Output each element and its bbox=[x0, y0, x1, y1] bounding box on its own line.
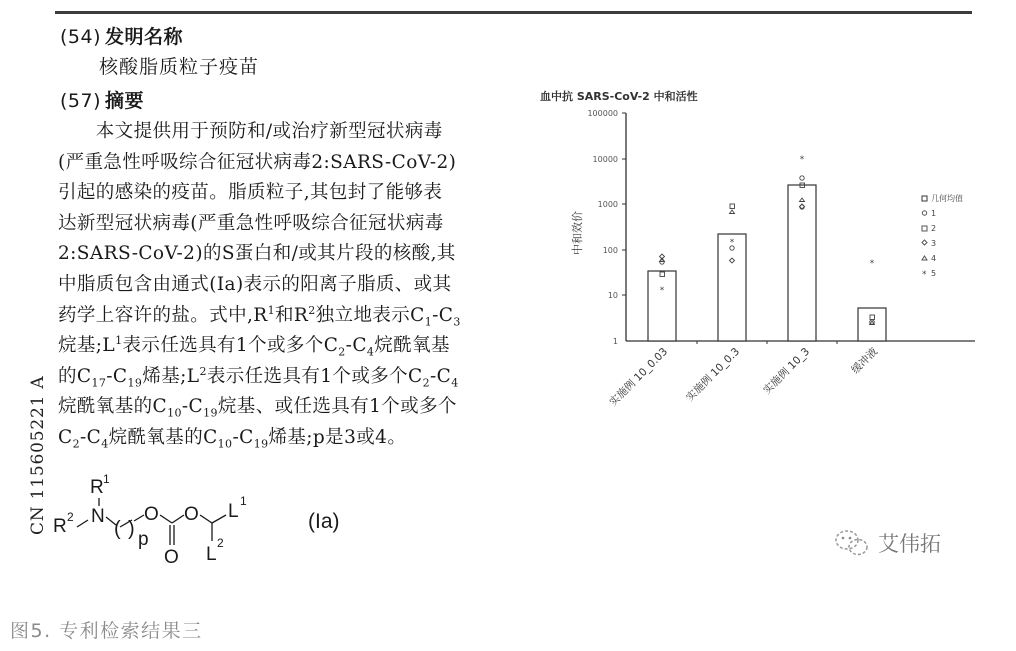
invention-title: 核酸脂质粒子疫苗 bbox=[99, 56, 260, 78]
abstract-line: 引起的感染的疫苗。脂质粒子,其包封了能够表 bbox=[58, 182, 443, 204]
svg-text:1000: 1000 bbox=[597, 200, 618, 209]
abstract-line: $C_2-C_4$烷酰氧基的$C_{10}-C_{19}$烯基;p是3或4。 bbox=[58, 426, 407, 451]
abstract-line: 2:SARS-CoV-2)的S蛋白和/或其片段的核酸,其 bbox=[58, 243, 456, 265]
formula-label: (Ia) bbox=[308, 510, 340, 533]
svg-text:实施例 10_0.03: 实施例 10_0.03 bbox=[607, 345, 671, 409]
svg-text:1: 1 bbox=[931, 209, 937, 218]
section-54-heading: (54) 发明名称 bbox=[60, 26, 184, 48]
svg-text:缓冲液: 缓冲液 bbox=[849, 345, 881, 377]
svg-text:2: 2 bbox=[67, 510, 74, 524]
svg-text:R: R bbox=[90, 477, 104, 498]
svg-text:*: * bbox=[729, 238, 735, 248]
svg-text:*: * bbox=[799, 155, 805, 165]
svg-text:*: * bbox=[659, 286, 665, 296]
svg-text:100: 100 bbox=[602, 246, 618, 255]
bars bbox=[648, 185, 886, 341]
svg-text:5: 5 bbox=[931, 269, 937, 278]
svg-text:*: * bbox=[922, 270, 927, 280]
svg-text:O: O bbox=[144, 504, 159, 525]
abstract-line: (严重急性呼吸综合征冠状病毒2:SARS-CoV-2) bbox=[58, 151, 457, 173]
y-tick-labels bbox=[587, 109, 626, 346]
abstract-line: 烷基$;L^1$表示任选具有1个或多个$C_2-C_4$烷酰氧基 bbox=[58, 334, 450, 359]
svg-text:O: O bbox=[164, 547, 179, 568]
svg-text:10: 10 bbox=[607, 291, 618, 300]
svg-text:p: p bbox=[138, 529, 149, 550]
chart-legend bbox=[922, 193, 963, 280]
svg-text:实施例 10_3: 实施例 10_3 bbox=[761, 345, 813, 397]
svg-text:): ) bbox=[128, 518, 135, 540]
figure-caption: 图5. 专利检索结果三 bbox=[10, 620, 203, 642]
abstract-line: 达新型冠状病毒(严重急性呼吸综合征冠状病毒 bbox=[58, 212, 444, 234]
svg-text:3: 3 bbox=[931, 239, 937, 248]
x-tick-labels bbox=[607, 345, 881, 409]
bar-1 bbox=[648, 271, 676, 341]
data-points bbox=[660, 176, 875, 325]
svg-text:实施例 10_0.3: 实施例 10_0.3 bbox=[684, 345, 743, 404]
abstract-line: 烷酰氧基的$C_{10}-C_{19}$烷基、或任选具有1个或多个 bbox=[58, 396, 457, 421]
svg-text:1: 1 bbox=[240, 494, 247, 508]
svg-text:R: R bbox=[53, 516, 67, 537]
abstract-line: 药学上容许的盐。式中$,R^1$和$R^2$独立地表示$C_1-C_3$ bbox=[58, 303, 461, 329]
section-57-heading: (57) 摘要 bbox=[60, 90, 145, 112]
neutralization-chart bbox=[520, 100, 1010, 440]
abstract-line: 的$C_{17}-C_{19}$烯基$;L^2$表示任选具有1个或多个$C_2-C_4$ bbox=[58, 364, 459, 390]
svg-text:10000: 10000 bbox=[592, 155, 618, 164]
svg-text:几何均值: 几何均值 bbox=[931, 194, 963, 203]
section-57-label: 摘要 bbox=[105, 90, 145, 112]
svg-text:2: 2 bbox=[931, 224, 937, 233]
svg-text:(: ( bbox=[114, 518, 121, 540]
svg-text:*: * bbox=[869, 259, 875, 269]
patent-number-vertical: CN 115605221 A bbox=[28, 375, 48, 535]
wechat-icon bbox=[834, 529, 870, 557]
svg-text:4: 4 bbox=[931, 254, 937, 263]
watermark-text: 艾伟拓 bbox=[878, 532, 941, 556]
svg-text:O: O bbox=[184, 504, 199, 525]
svg-text:N: N bbox=[91, 506, 105, 527]
chart-title: 血中抗 SARS-CoV-2 中和活性 bbox=[540, 90, 698, 103]
abstract-body bbox=[58, 117, 498, 454]
star-points bbox=[660, 155, 875, 296]
abstract-line: 本文提供用于预防和/或治疗新型冠状病毒 bbox=[58, 121, 443, 142]
svg-text:L: L bbox=[206, 544, 217, 565]
section-54-label: 发明名称 bbox=[105, 26, 184, 48]
top-rule bbox=[55, 11, 972, 14]
svg-text:1: 1 bbox=[103, 472, 110, 486]
svg-text:2: 2 bbox=[217, 536, 224, 550]
abstract-line: 中脂质包含由通式(Ia)表示的阳离子脂质、或其 bbox=[58, 273, 452, 295]
wechat-watermark bbox=[834, 528, 941, 558]
svg-text:1: 1 bbox=[612, 337, 618, 346]
y-axis-label: 中和效价 bbox=[571, 211, 584, 255]
svg-text:100000: 100000 bbox=[587, 109, 618, 118]
svg-text:L: L bbox=[228, 501, 239, 522]
